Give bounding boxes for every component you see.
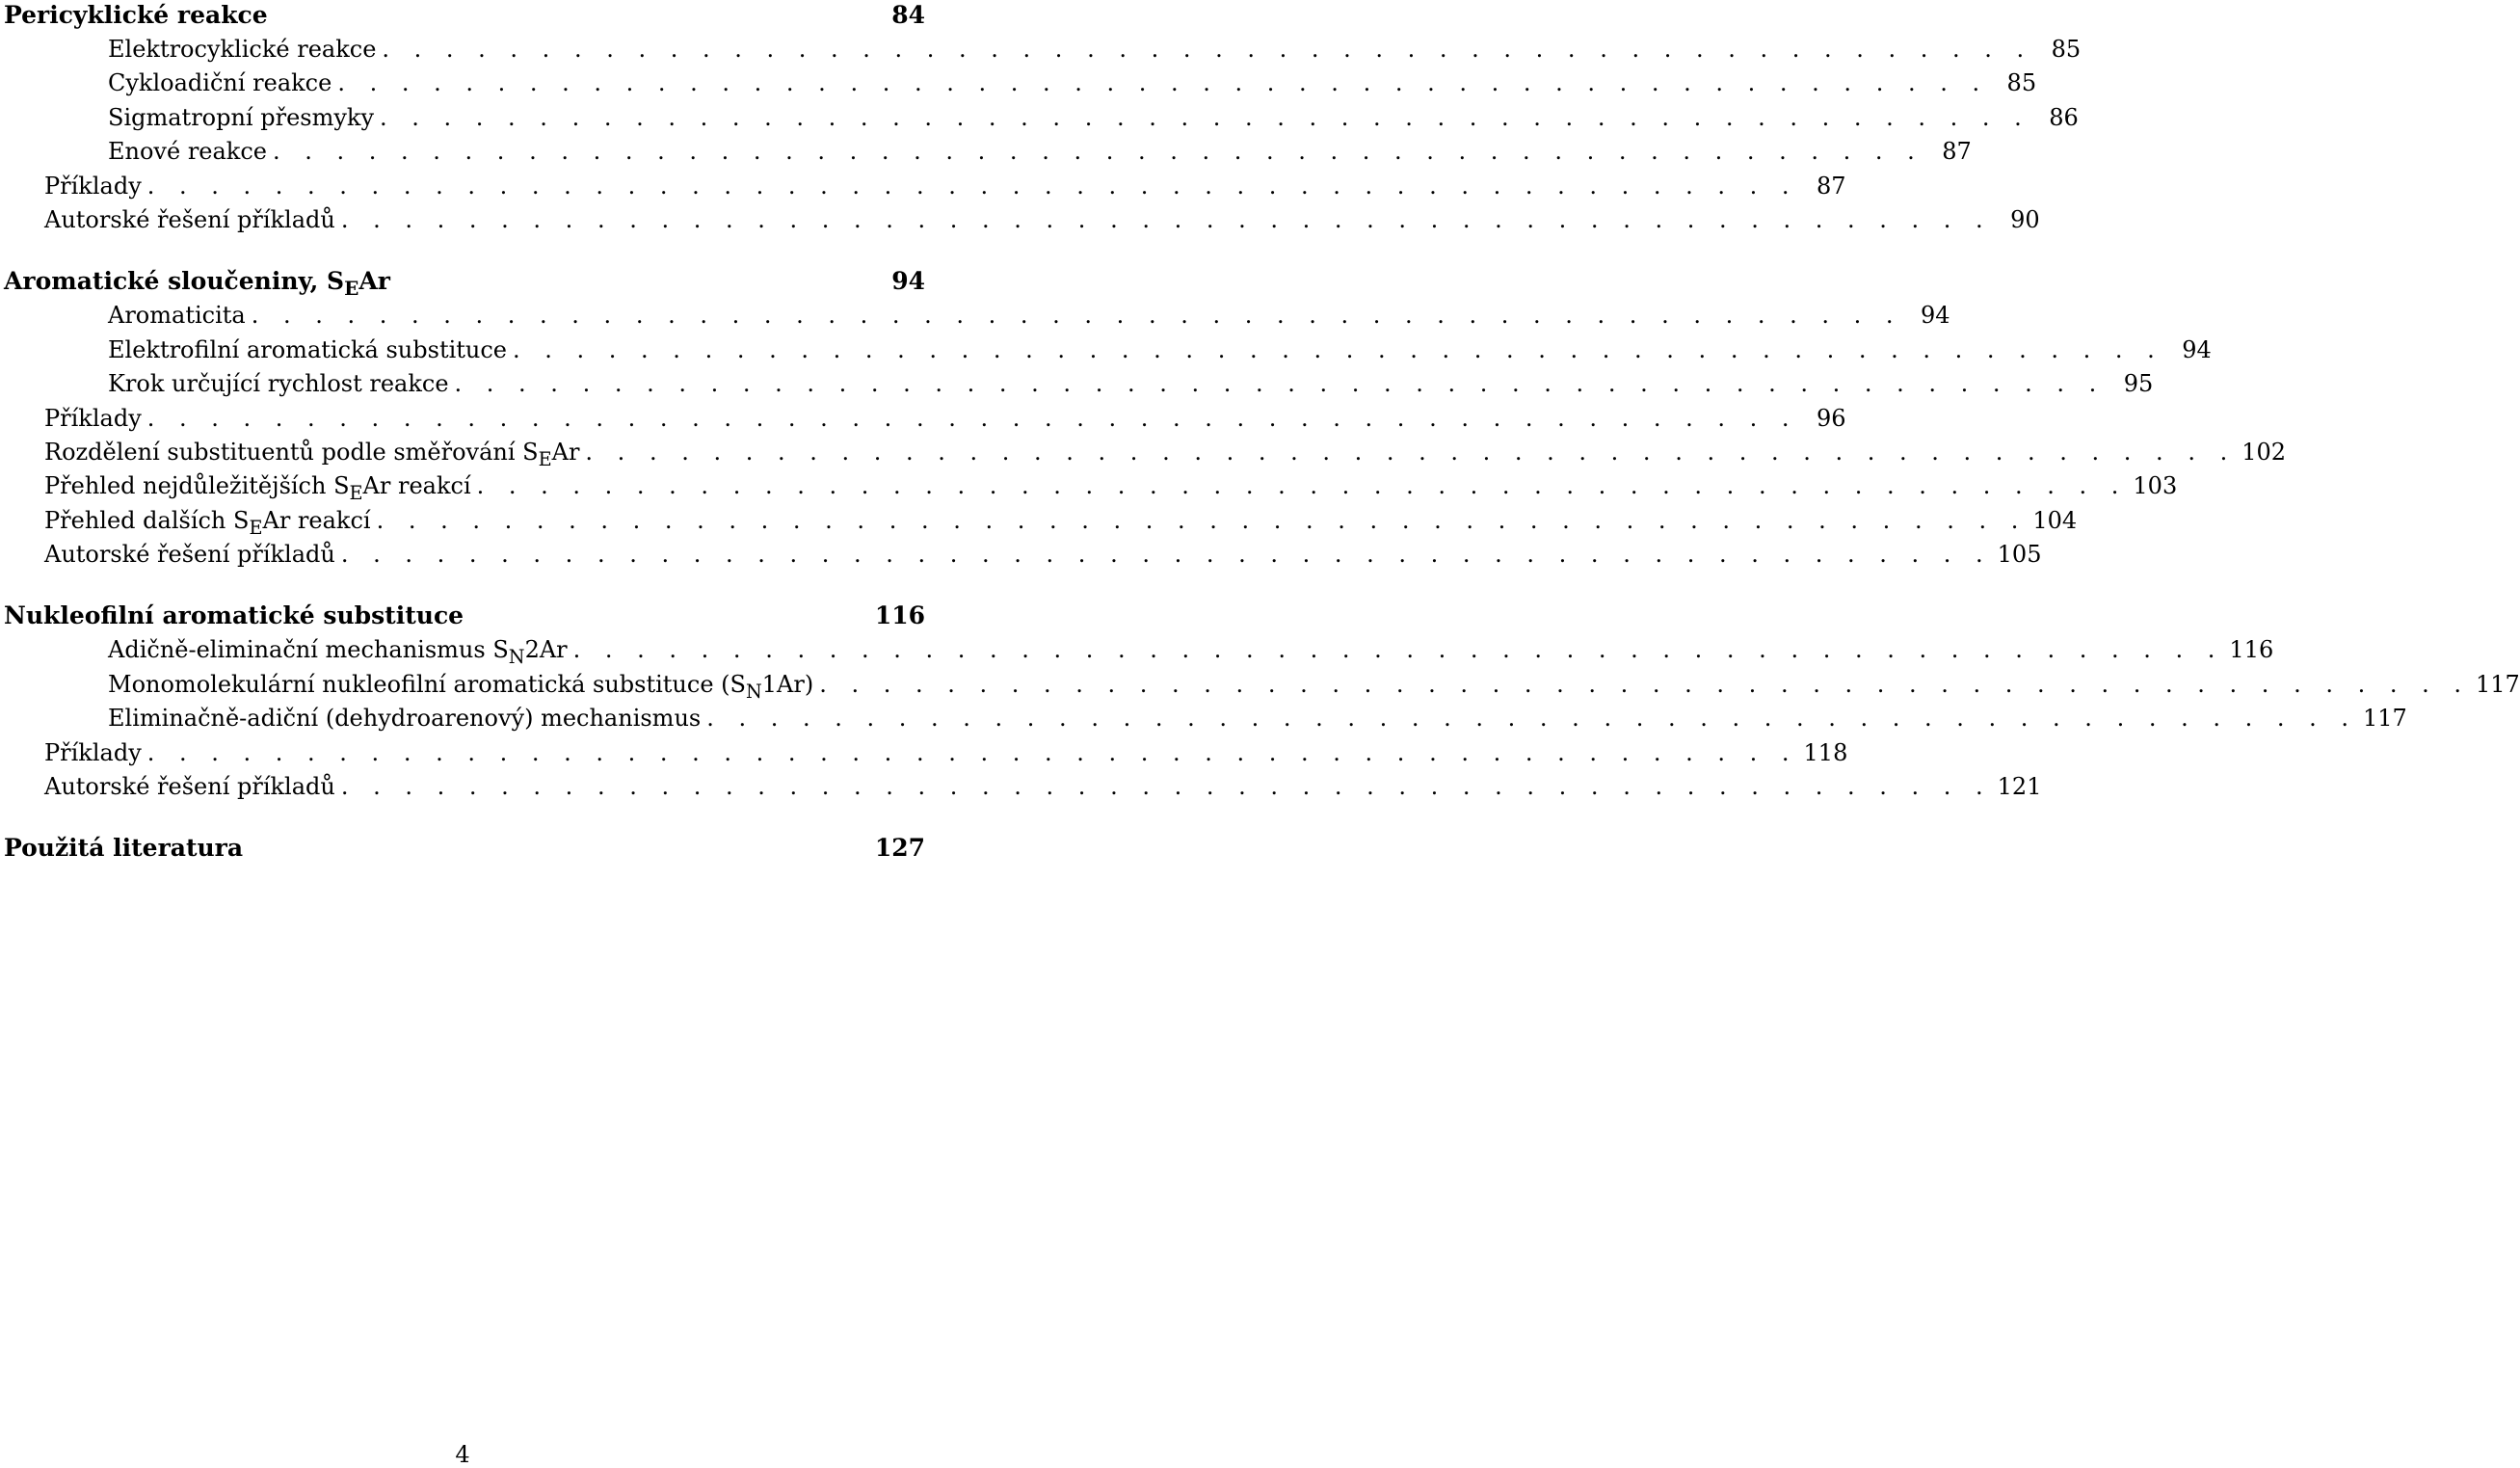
toc-entry[interactable]	[4, 402, 1846, 436]
dot-leader: . . . . . . . . . . . . . . . . . . . . . . . . . . . . . . . . . . . . . . . . . . . . . . . . . . . .	[513, 335, 2163, 363]
chapter-page: 84	[891, 1, 925, 29]
toc-entry[interactable]	[4, 504, 2078, 539]
entry-page: 117	[2475, 670, 2520, 698]
dot-leader: . . . . . . . . . . . . . . . . . . . . . . . . . . . . . . . . . . . . . . . . . . . . . . . . . . . .	[476, 472, 2128, 500]
entry-page: 87	[1816, 172, 1846, 200]
entry-page: 118	[1803, 738, 1848, 766]
entry-title: Autorské řešení příkladů	[44, 205, 335, 233]
entry-page: 94	[1920, 302, 1950, 330]
chapter-heading[interactable]	[4, 0, 925, 33]
chapter-heading[interactable]	[4, 599, 925, 633]
chapter-title: Pericyklické reakce	[4, 1, 268, 29]
toc-entry[interactable]	[4, 135, 1972, 169]
dot-leader: . . . . . . . . . . . . . . . . . . . . . . . . . . . . . . . . . . . . . . . . . . . . . . . . . . . .	[819, 670, 2470, 698]
toc-entry[interactable]	[4, 170, 1846, 203]
chapter-page: 116	[874, 601, 925, 630]
entry-title: Cykloadiční reakce	[108, 69, 332, 97]
toc-entry[interactable]	[4, 736, 1848, 770]
dot-leader: . . . . . . . . . . . . . . . . . . . . . . . . . . . . . . . . . . . . . . . . . . . . . . . . . . . .	[273, 138, 1923, 166]
dot-leader: . . . . . . . . . . . . . . . . . . . . . . . . . . . . . . . . . . . . . . . . . . . . . . . . . . . .	[454, 370, 2106, 398]
toc-entry[interactable]	[4, 538, 2042, 572]
entry-page: 104	[2032, 506, 2078, 534]
chapter-heading[interactable]	[4, 264, 925, 299]
toc-entry[interactable]	[4, 469, 2178, 505]
dot-leader: . . . . . . . . . . . . . . . . . . . . . . . . . . . . . . . . . . . . . . . . . . . . . . . . . . . .	[585, 438, 2237, 466]
toc-entry[interactable]	[4, 101, 2079, 135]
entry-page: 94	[2182, 335, 2212, 363]
dot-leader: . . . . . . . . . . . . . . . . . . . . . . . . . . . . . . . . . . . . . . . . . . . . . . . . . . . .	[340, 205, 1992, 233]
entry-page: 85	[2051, 36, 2082, 63]
toc-entry[interactable]	[4, 633, 2274, 669]
entry-title: Sigmatropní přesmyky	[108, 103, 375, 131]
entry-title: Přehled nejdůležitějších $S_EAr$ reakcí	[44, 472, 471, 505]
dot-leader: . . . . . . . . . . . . . . . . . . . . . . . . . . . . . . . . . . . . . . . . . . . . . . . . . . . .	[251, 302, 1902, 330]
entry-title: Elektrofilní aromatická substituce	[108, 335, 508, 363]
entry-title: Aromaticita	[108, 302, 246, 330]
entry-title: Autorské řešení příkladů	[44, 773, 335, 801]
entry-page: 95	[2123, 370, 2154, 398]
dot-leader: . . . . . . . . . . . . . . . . . . . . . . . . . . . . . . . . . . . . . . . . . . . . . . . . . . . .	[572, 636, 2224, 664]
entry-title: Adičně-eliminační mechanismus $S_N2Ar$	[108, 636, 568, 669]
dot-leader: . . . . . . . . . . . . . . . . . . . . . . . . . . . . . . . . . . . . . . . . . . . . . . . . . . . .	[706, 705, 2357, 733]
entry-title: Příklady	[44, 738, 142, 766]
dot-leader: . . . . . . . . . . . . . . . . . . . . . . . . . . . . . . . . . . . . . . . . . . . . . . . . . . . .	[376, 506, 2028, 534]
toc-entry[interactable]	[4, 668, 2520, 703]
toc-entry[interactable]	[4, 299, 1950, 333]
toc-entry[interactable]	[4, 436, 2287, 470]
entry-page: 87	[1942, 138, 1972, 166]
entry-title: Krok určující rychlost reakce	[108, 370, 449, 398]
entry-title: Enové reakce	[108, 138, 267, 166]
entry-title: Elektrocyklické reakce	[108, 36, 377, 63]
page-number: 4	[455, 1441, 470, 1468]
entry-page: 90	[2010, 205, 2040, 233]
entry-page: 85	[2006, 69, 2037, 97]
entry-page: 117	[2363, 705, 2407, 733]
entry-page: 121	[1997, 773, 2042, 801]
dot-leader: . . . . . . . . . . . . . . . . . . . . . . . . . . . . . . . . . . . . . . . . . . . . . . . . . . . .	[146, 738, 1798, 766]
entry-page: 116	[2229, 636, 2274, 664]
dot-leader: . . . . . . . . . . . . . . . . . . . . . . . . . . . . . . . . . . . . . . . . . . . . . . . . . . . .	[382, 36, 2033, 63]
dot-leader: . . . . . . . . . . . . . . . . . . . . . . . . . . . . . . . . . . . . . . . . . . . . . . . . . . . .	[340, 541, 1992, 569]
entry-title: Přehled dalších $S_EAr$ reakcí	[44, 506, 371, 539]
entry-title: Rozdělení substituentů podle směřování $S_EAr$	[44, 438, 580, 470]
toc-entry[interactable]	[4, 67, 2037, 100]
toc-entry[interactable]	[4, 367, 2154, 401]
chapter-title: Použitá literatura	[4, 834, 244, 863]
toc-entry[interactable]	[4, 33, 2082, 67]
chapter-page: 94	[891, 267, 925, 296]
chapter-heading[interactable]	[4, 831, 925, 866]
entry-page: 103	[2133, 472, 2178, 500]
entry-page: 86	[2049, 103, 2079, 131]
dot-leader: . . . . . . . . . . . . . . . . . . . . . . . . . . . . . . . . . . . . . . . . . . . . . . . . . . . .	[337, 69, 1989, 97]
entry-page: 105	[1997, 541, 2042, 569]
dot-leader: . . . . . . . . . . . . . . . . . . . . . . . . . . . . . . . . . . . . . . . . . . . . . . . . . . . .	[146, 172, 1798, 200]
entry-page: 102	[2241, 438, 2287, 466]
chapter-title: Nukleofilní aromatické substituce	[4, 601, 464, 630]
dot-leader: . . . . . . . . . . . . . . . . . . . . . . . . . . . . . . . . . . . . . . . . . . . . . . . . . . . .	[146, 404, 1798, 432]
entry-title: Eliminačně-adiční (dehydroarenový) mechanismus	[108, 705, 702, 733]
toc-entry[interactable]	[4, 770, 2042, 804]
chapter-title: Aromatické sloučeniny, $S_EAr$	[4, 267, 390, 301]
entry-title: Monomolekulární nukleofilní aromatická substituce $(S_N1Ar)$	[108, 670, 814, 703]
entry-title: Příklady	[44, 172, 142, 200]
dot-leader: . . . . . . . . . . . . . . . . . . . . . . . . . . . . . . . . . . . . . . . . . . . . . . . . . . . .	[380, 103, 2030, 131]
toc-entry[interactable]	[4, 702, 2407, 735]
dot-leader: . . . . . . . . . . . . . . . . . . . . . . . . . . . . . . . . . . . . . . . . . . . . . . . . . . . .	[340, 773, 1992, 801]
entry-title: Příklady	[44, 404, 142, 432]
entry-page: 96	[1816, 404, 1846, 432]
table-of-contents	[4, 0, 2520, 866]
toc-entry[interactable]	[4, 334, 2212, 367]
toc-entry[interactable]	[4, 203, 2040, 237]
chapter-page: 127	[874, 834, 925, 863]
entry-title: Autorské řešení příkladů	[44, 541, 335, 569]
